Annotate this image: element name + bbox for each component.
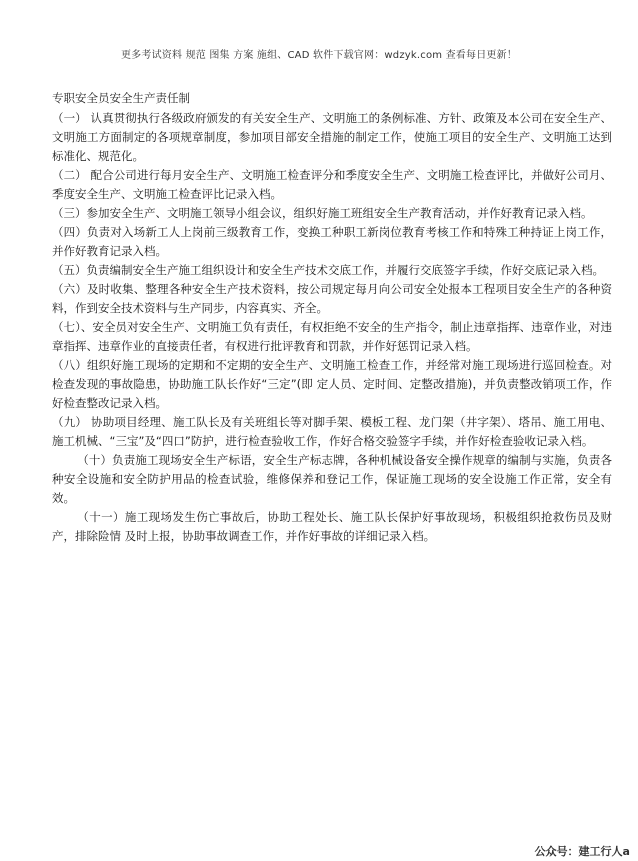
download-banner: 更多考试资料 规范 图集 方案 施组、CAD 软件下载官网：wdzyk.com 查看每日更新！ [120, 50, 517, 61]
paragraph-10: （十）负责施工现场安全生产标语，安全生产标志牌，各种机械设备安全操作规章的编制与实施，负责各种安全设施和安全防护用品的检查试验，维修保养和登记工作，保证施工现场的安全设施工作正常，安全有效。 [52, 453, 612, 505]
paragraph-2: （二） 配合公司进行每月安全生产、文明施工检查评分和季度安全生产、文明施工检查评比，并做好公司月、季度安全生产、文明施工检查评比记录入档。 [52, 168, 612, 201]
paragraph-9: （九） 协助项目经理、施工队长及有关班组长等对脚手架、模板工程、龙门架（井字架）、塔吊、施工用电、施工机械、“三宝”及“四口”防护，进行检查验收工作，作好合格交验签字手续，并作好检查验收记录入档。 [52, 415, 612, 448]
paragraph-4: （四）负责对入场新工人上岗前三级教育工作，变换工种职工新岗位教育考核工作和特殊工种持证上岗工作，并作好教育记录入档。 [52, 225, 612, 258]
paragraph-11: （十一）施工现场发生伤亡事故后，协助工程处长、施工队长保护好事故现场，积极组织抢救伤员及财产，排除险情 及时上报，协助事故调查工作，并作好事故的详细记录入档。 [52, 510, 612, 543]
paragraph-8: （八）组织好施工现场的定期和不定期的安全生产、文明施工检查工作，并经常对施工现场进行巡回检查。对检查发现的事故隐患，协助施工队长作好“三定”(即 定人员、定时间、定整改措施)，并负责整改销项工作，作好检查整改记录入档。 [52, 358, 612, 410]
document-title: 专职安全员安全生产责任制 [52, 91, 190, 105]
paragraph-7: （七）、安全员对安全生产、文明施工负有责任，有权拒绝不安全的生产指令，制止违章指挥、违章作业，对违章指挥、违章作业的直接责任者，有权进行批评教育和罚款，并作好惩罚记录入档。 [52, 320, 612, 353]
paragraph-5: （五）负责编制安全生产施工组织设计和安全生产技术交底工作，并履行交底签字手续，作好交底记录入档。 [52, 263, 604, 277]
wechat-account-label: 公众号：建工行人a [534, 845, 630, 858]
paragraph-6: （六）及时收集、整理各种安全生产技术资料，按公司规定每月向公司安全处报本工程项目安全生产的各种资料，作到安全技术资料与生产同步，内容真实、齐全。 [52, 282, 612, 315]
paragraph-3: （三）参加安全生产、文明施工领导小组会议，组织好施工班组安全生产教育活动，并作好教育记录入档。 [52, 206, 593, 220]
document-body [52, 109, 612, 546]
paragraph-1: （一） 认真贯彻执行各级政府颁发的有关安全生产、文明施工的条例标准、方针、政策及本公司在安全生产、文明施工方面制定的各项规章制度，参加项目部安全措施的制定工作，使施工项目的安全生产、文明施工达到标准化、规范化。 [52, 111, 612, 163]
